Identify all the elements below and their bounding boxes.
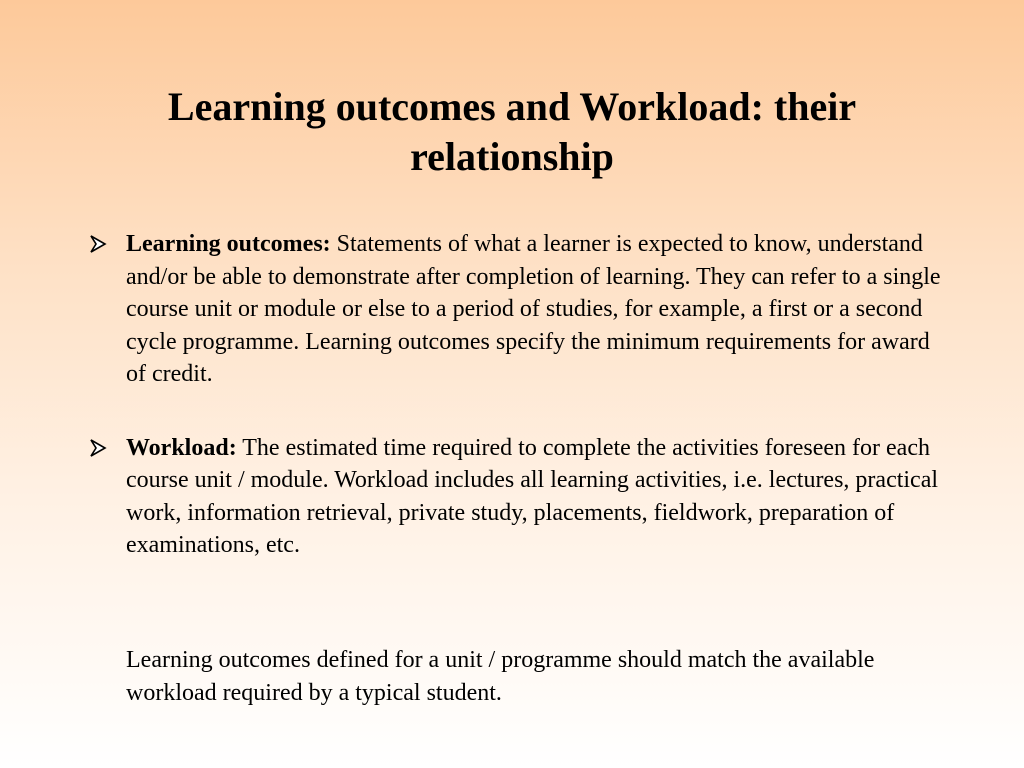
slide-title bbox=[60, 82, 964, 182]
slide-title-line-2: relationship bbox=[410, 134, 614, 179]
bullet-term: Learning outcomes: bbox=[126, 231, 331, 257]
bullet-text: Statements of what a learner is expected to know, understand and/or be able to demonstrate after completion of learning. They can refer to a single course unit or module or else to a period of studies, for example, a first or a second cycle programme. Learning outcomes specify the minimum requirements for award of credit. bbox=[126, 231, 941, 387]
bullet-list bbox=[88, 228, 948, 562]
slide-title-line-1: Learning outcomes and Workload: their bbox=[167, 84, 857, 129]
arrow-bullet-icon bbox=[88, 234, 108, 254]
bullet-term: Workload: bbox=[126, 434, 237, 461]
arrow-bullet-icon bbox=[88, 438, 108, 458]
bullet-workload bbox=[88, 432, 948, 562]
summary-note: Learning outcomes defined for a unit / programme should match the available workload required by a typical student. bbox=[126, 647, 875, 706]
bullet-text: The estimated time required to complete the activities foreseen for each course unit / module. Workload includes all learning activities, i.e. lectures, practical work, information retrieval, private study, placements, fieldwork, preparation of examinations, etc. bbox=[126, 434, 939, 558]
bullet-learning-outcomes bbox=[88, 228, 948, 391]
